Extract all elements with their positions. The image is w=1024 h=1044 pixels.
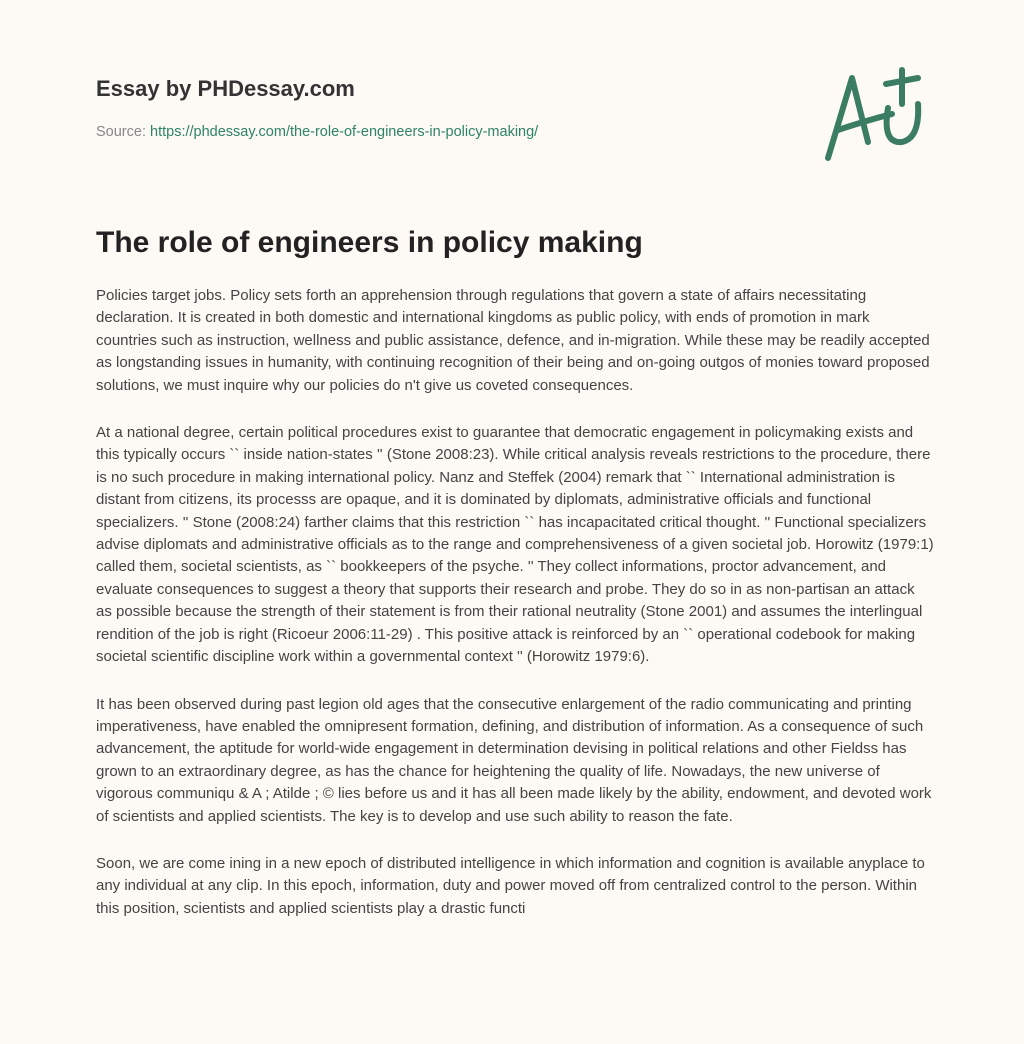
paragraph: Policies target jobs. Policy sets forth an apprehension through regulations that govern a state of affairs necessitating declaration. It is created in both domestic and international kingdoms as public policy, with ends of promotion in mark countries such as instruction, wellness and public assistance, defence, and in-migration. While these may be readily accepted as longstanding issues in humanity, with continuing recognition of their being and on-going outgos of monies toward proposed solutions, we must inquire why our policies do n't give us coveted consequences. <box>96 287 930 394</box>
site-title: Essay by PHDessay.com <box>96 76 355 101</box>
source-line <box>96 124 538 140</box>
paragraph: At a national degree, certain political procedures exist to guarantee that democratic engagement in policymaking exists and this typically occurs `` inside nation-states '' (Stone 2008:23). While critical analysis reveals restrictions to the procedure, there is no such procedure in making international policy. Nanz and Steffek (2004) remark that `` International administration is distant from citizens, its processs are opaque, and it is dominated by diplomats, administrative officials and functional specializers. '' Stone (2008:24) farther claims that this restriction `` has incapacitated critical thought. '' Functional specializers advise diplomats and administrative officials as to the range and comprehensiveness of a given societal job. Horowitz (1979:1) called them, societal scientists, as `` bookkeepers of the psyche. '' They collect informations, proctor advancement, and evaluate consequences to suggest a theory that supports their research and probe. They do so in as non-partisan an attack as possible because the strength of their statement is from their rational neutrality (Stone 2001) and assumes the interlingual rendition of the job is right (Ricoeur 2006:11-29) . This positive attack is reinforced by an `` operational codebook for making societal scientific discipline work within a governmental context '' (Horowitz 1979:6). <box>96 424 934 666</box>
a-plus-logo-icon <box>818 64 933 164</box>
source-link[interactable]: https://phdessay.com/the-role-of-engineers-in-policy-making/ <box>150 124 539 140</box>
paragraph: Soon, we are come ining in a new epoch of distributed intelligence in which information and cognition is available anyplace to any individual at any clip. In this epoch, information, duty and power moved off from centralized control to the person. Within this position, scientists and applied scientists play a drastic functi <box>96 854 925 917</box>
source-label: Source: <box>96 124 146 140</box>
article-body <box>96 285 934 945</box>
article-title: The role of engineers in policy making <box>96 226 643 259</box>
paragraph: It has been observed during past legion old ages that the consecutive enlargement of the radio communicating and printing imperativeness, have enabled the omnipresent formation, defining, and distribution of information. As a consequence of such advancement, the aptitude for world-wide engagement in determination devising in political relations and other Fieldss has grown to an extraordinary degree, as has the chance for heightening the quality of life. Nowadays, the new universe of vigorous communiqu & A ; Atilde ; © lies before us and it has all been made likely by the ability, endowment, and devoted work of scientists and applied scientists. The key is to develop and use such ability to reason the fate. <box>96 695 932 825</box>
